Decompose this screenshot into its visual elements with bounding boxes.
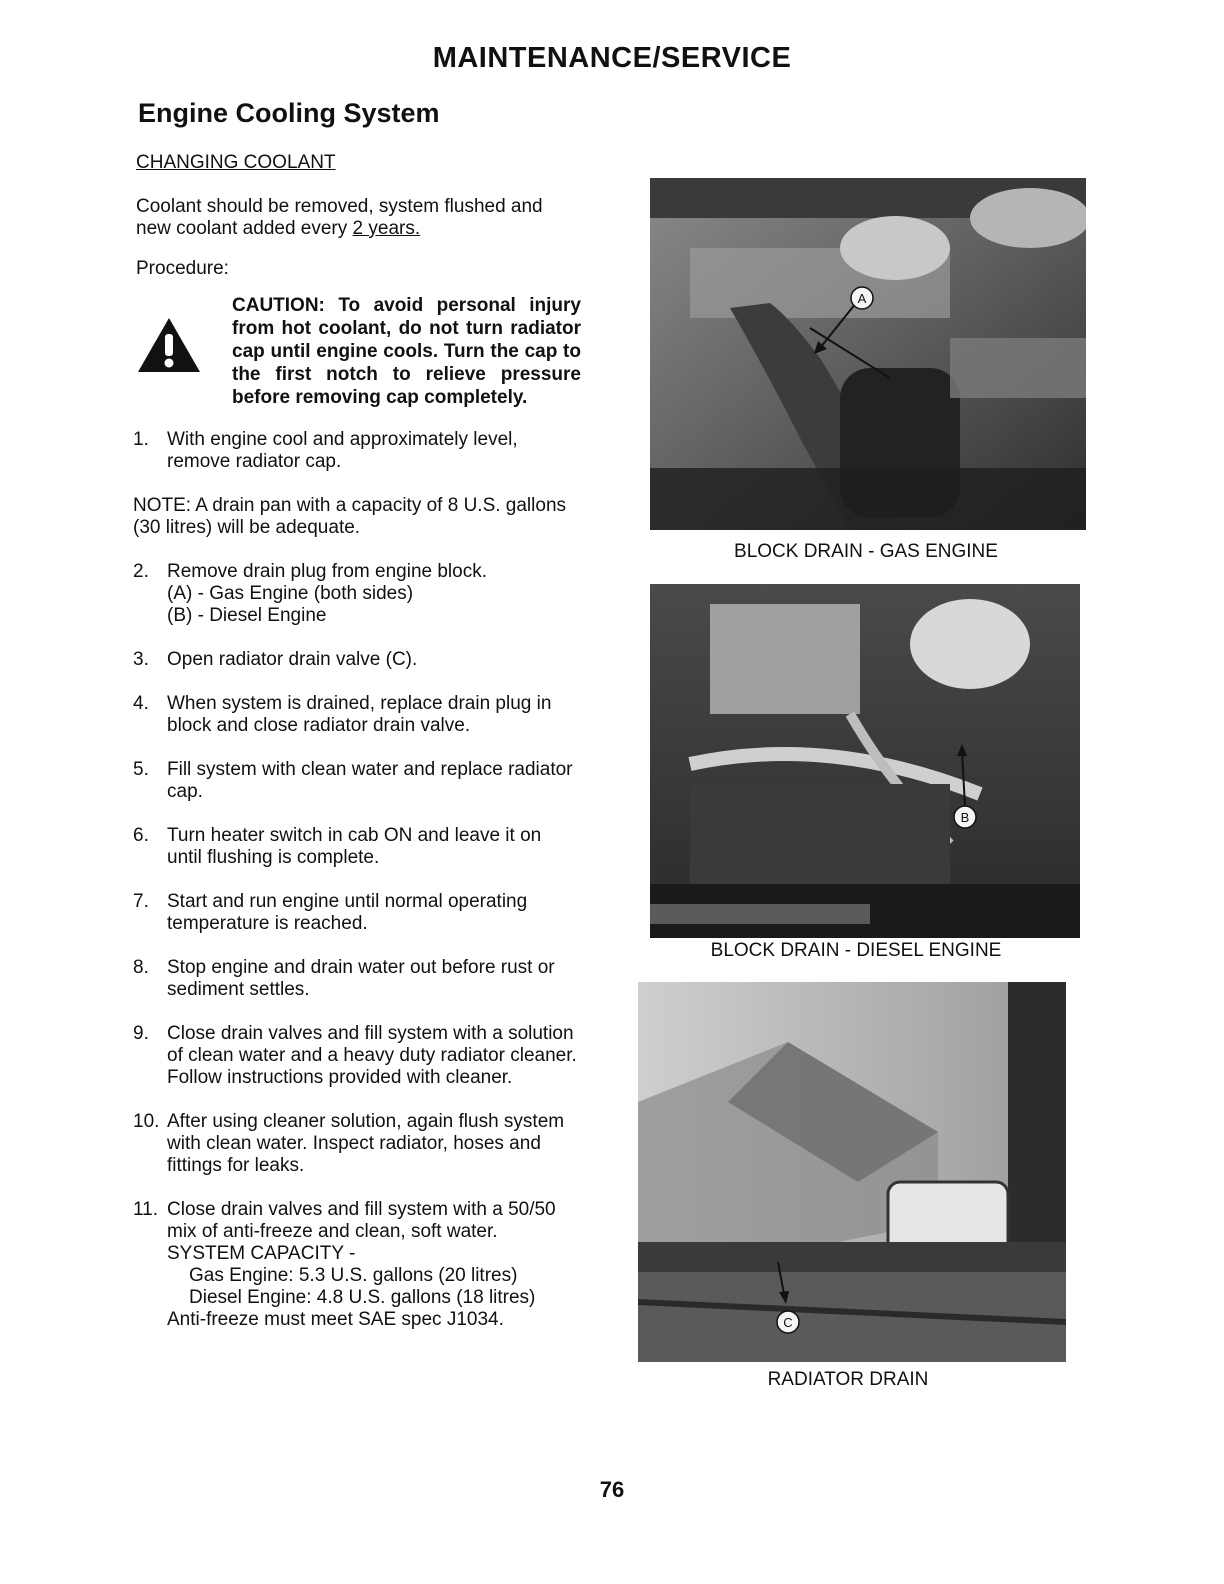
step-10 bbox=[133, 1111, 581, 1177]
step-number: 1. bbox=[133, 429, 149, 450]
procedure-label: Procedure: bbox=[136, 258, 229, 279]
callout-b: B bbox=[960, 810, 970, 825]
step-number: 6. bbox=[133, 825, 149, 846]
capacity-gas: Gas Engine: 5.3 U.S. gallons (20 litres) bbox=[189, 1265, 518, 1286]
capacity-label: SYSTEM CAPACITY - bbox=[167, 1243, 356, 1264]
page-header: MAINTENANCE/SERVICE bbox=[432, 42, 792, 74]
step-body bbox=[167, 561, 581, 627]
photo-radiator-drain bbox=[638, 982, 1066, 1362]
capacity-diesel: Diesel Engine: 4.8 U.S. gallons (18 litres) bbox=[189, 1287, 536, 1308]
step-number: 5. bbox=[133, 759, 149, 780]
caution-text: CAUTION: To avoid personal injury from hot coolant, do not turn radiator cap until engine cools. Turn the cap to the first notch to relieve pressure before removing cap completely. bbox=[232, 295, 581, 408]
note-block bbox=[133, 495, 581, 539]
step-text: When system is drained, replace drain plug in block and close radiator drain valve. bbox=[167, 693, 552, 736]
step-9 bbox=[133, 1023, 581, 1089]
step-number: 4. bbox=[133, 693, 149, 714]
note-text: A drain pan with a capacity of 8 U.S. gallons (30 litres) will be adequate. bbox=[133, 495, 567, 538]
step-text: Start and run engine until normal operating temperature is reached. bbox=[167, 891, 528, 934]
step-text: Open radiator drain valve (C). bbox=[167, 649, 418, 670]
callout-c: C bbox=[783, 1315, 793, 1330]
caption-diesel-engine: BLOCK DRAIN - DIESEL ENGINE bbox=[710, 940, 1002, 961]
intro-text: Coolant should be removed, system flushed and new coolant added every bbox=[136, 196, 543, 239]
step-text: With engine cool and approximately level, remove radiator cap. bbox=[167, 429, 518, 472]
step-text: After using cleaner solution, again flush system with clean water. Inspect radiator, hoses and fittings for leaks. bbox=[167, 1111, 565, 1176]
step-8 bbox=[133, 957, 581, 1001]
step-number: 7. bbox=[133, 891, 149, 912]
step-text: Remove drain plug from engine block. bbox=[167, 561, 488, 582]
callout-a: A bbox=[857, 291, 867, 306]
intro-emphasis: 2 years. bbox=[352, 218, 421, 239]
step-text: Fill system with clean water and replace radiator cap. bbox=[167, 759, 573, 802]
caution-block bbox=[136, 294, 581, 409]
step-1 bbox=[133, 429, 581, 473]
intro-paragraph bbox=[136, 196, 581, 240]
warning-triangle-icon bbox=[136, 294, 232, 409]
step-sub-a: (A) - Gas Engine (both sides) bbox=[167, 583, 414, 604]
step-body bbox=[167, 1199, 581, 1331]
page-number: 76 bbox=[599, 1477, 625, 1502]
step-11 bbox=[133, 1199, 581, 1331]
step-number: 3. bbox=[133, 649, 149, 670]
subheading: CHANGING COOLANT bbox=[136, 152, 336, 173]
step-number: 8. bbox=[133, 957, 149, 978]
step-number: 11. bbox=[133, 1199, 159, 1220]
caption-radiator-drain: RADIATOR DRAIN bbox=[767, 1369, 929, 1390]
step-sub-b: (B) - Diesel Engine bbox=[167, 605, 327, 626]
step-text: Close drain valves and fill system with a solution of clean water and a heavy duty radiator cleaner. Follow instructions provided with cleaner. bbox=[167, 1023, 577, 1088]
step-7 bbox=[133, 891, 581, 935]
antifreeze-spec: Anti-freeze must meet SAE spec J1034. bbox=[167, 1309, 504, 1330]
step-6 bbox=[133, 825, 581, 869]
procedure-column bbox=[133, 152, 581, 1331]
photo-gas-engine bbox=[650, 178, 1086, 530]
step-text: Close drain valves and fill system with a 50/50 mix of anti-freeze and clean, soft water. bbox=[167, 1199, 556, 1242]
caption-gas-engine: BLOCK DRAIN - GAS ENGINE bbox=[734, 541, 998, 562]
step-number: 10. bbox=[133, 1111, 160, 1132]
step-text: Turn heater switch in cab ON and leave it on until flushing is complete. bbox=[167, 825, 542, 868]
step-5 bbox=[133, 759, 581, 803]
section-title: Engine Cooling System bbox=[138, 98, 440, 128]
step-4 bbox=[133, 693, 581, 737]
step-text: Stop engine and drain water out before rust or sediment settles. bbox=[167, 957, 555, 1000]
step-number: 2. bbox=[133, 561, 149, 582]
step-number: 9. bbox=[133, 1023, 149, 1044]
step-2 bbox=[133, 561, 581, 627]
photo-diesel-engine bbox=[650, 584, 1080, 938]
note-label: NOTE: bbox=[133, 495, 192, 516]
step-3 bbox=[133, 649, 581, 671]
